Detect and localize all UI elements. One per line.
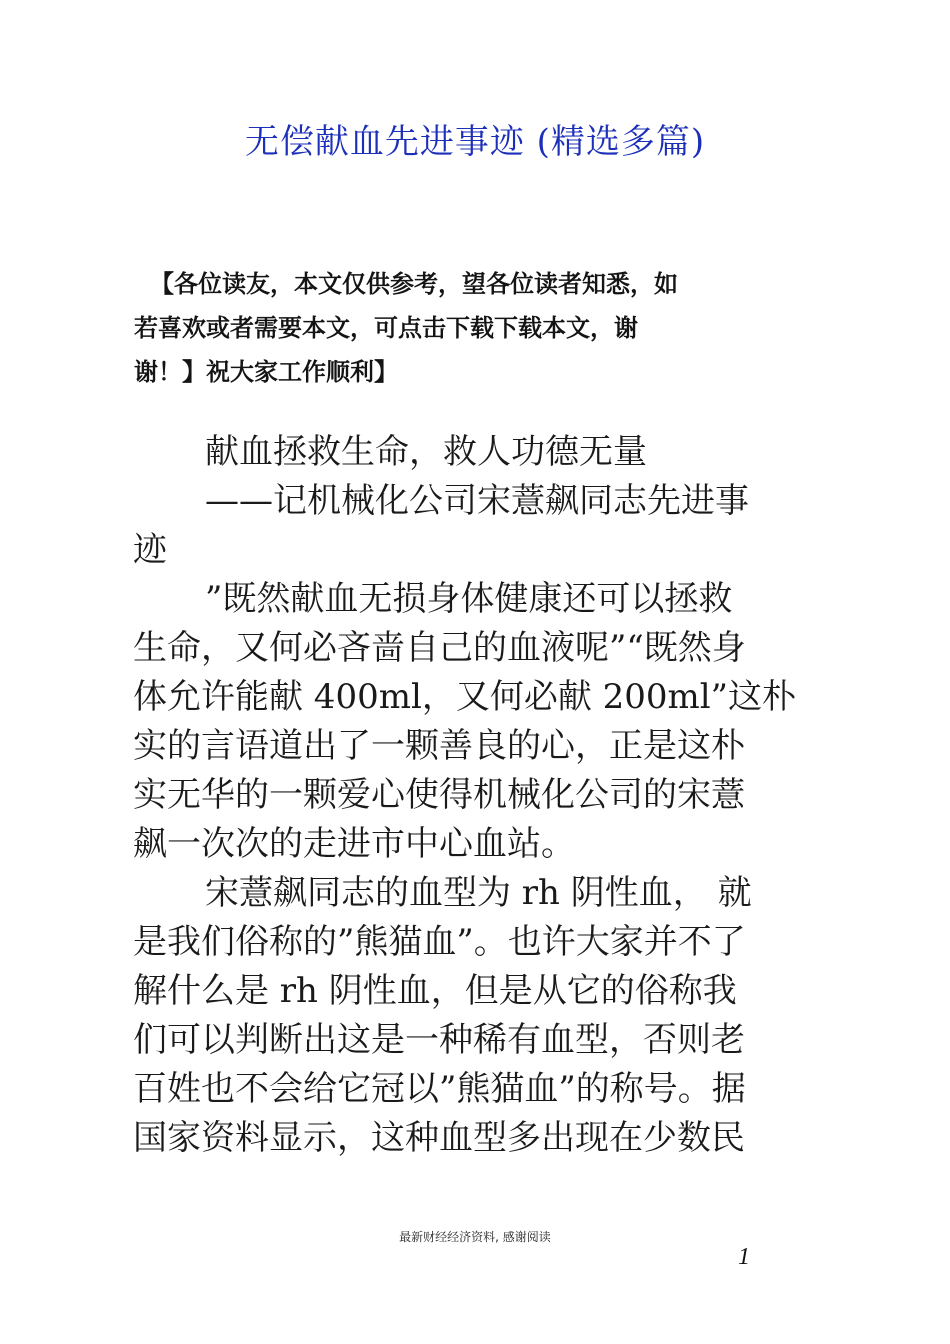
document-title: 无偿献血先进事迹 (精选多篇) xyxy=(244,122,706,162)
paragraph-line: 是我们俗称的”熊猫血”。也许大家并不了 xyxy=(133,922,746,962)
page-number: 1 xyxy=(738,1244,750,1270)
paragraph-line: 飙一次次的走进市中心血站。 xyxy=(133,824,575,864)
page-footer: 最新财经经济资料, 感谢阅读 xyxy=(399,1230,551,1244)
paragraph-line: 体允许能献 400ml，又何必献 200ml”这朴 xyxy=(133,677,797,717)
paragraph-line: 百姓也不会给它冠以”熊猫血”的称号。据 xyxy=(133,1069,746,1109)
paragraph-line: 解什么是 rh 阴性血，但是从它的俗称我 xyxy=(133,971,737,1011)
paragraph-line: ”既然献血无损身体健康还可以拯救 xyxy=(205,579,733,619)
notice-line: 【各位读友，本文仅供参考，望各位读者知悉，如 xyxy=(150,270,678,298)
article-heading: 献血拯救生命，救人功德无量 xyxy=(205,432,647,472)
paragraph-line: 实无华的一颗爱心使得机械化公司的宋薏 xyxy=(133,775,745,815)
notice-line: 若喜欢或者需要本文，可点击下载下载本文，谢 xyxy=(134,314,638,342)
article-subheading: ——记机械化公司宋薏飙同志先进事 xyxy=(205,481,749,521)
reader-notice xyxy=(134,262,824,394)
article-subheading-cont: 迹 xyxy=(133,530,167,570)
paragraph-line: 生命，又何必吝啬自己的血液呢”“既然身 xyxy=(133,628,746,668)
paragraph-line: 国家资料显示，这种血型多出现在少数民 xyxy=(133,1118,745,1158)
paragraph-line: 们可以判断出这是一种稀有血型，否则老 xyxy=(133,1020,745,1060)
paragraph-line: 宋薏飙同志的血型为 rh 阴性血， 就 xyxy=(205,873,752,913)
article-body xyxy=(133,428,828,1163)
notice-line: 谢！】祝大家工作顺利】 xyxy=(134,358,398,386)
paragraph-line: 实的言语道出了一颗善良的心，正是这朴 xyxy=(133,726,745,766)
